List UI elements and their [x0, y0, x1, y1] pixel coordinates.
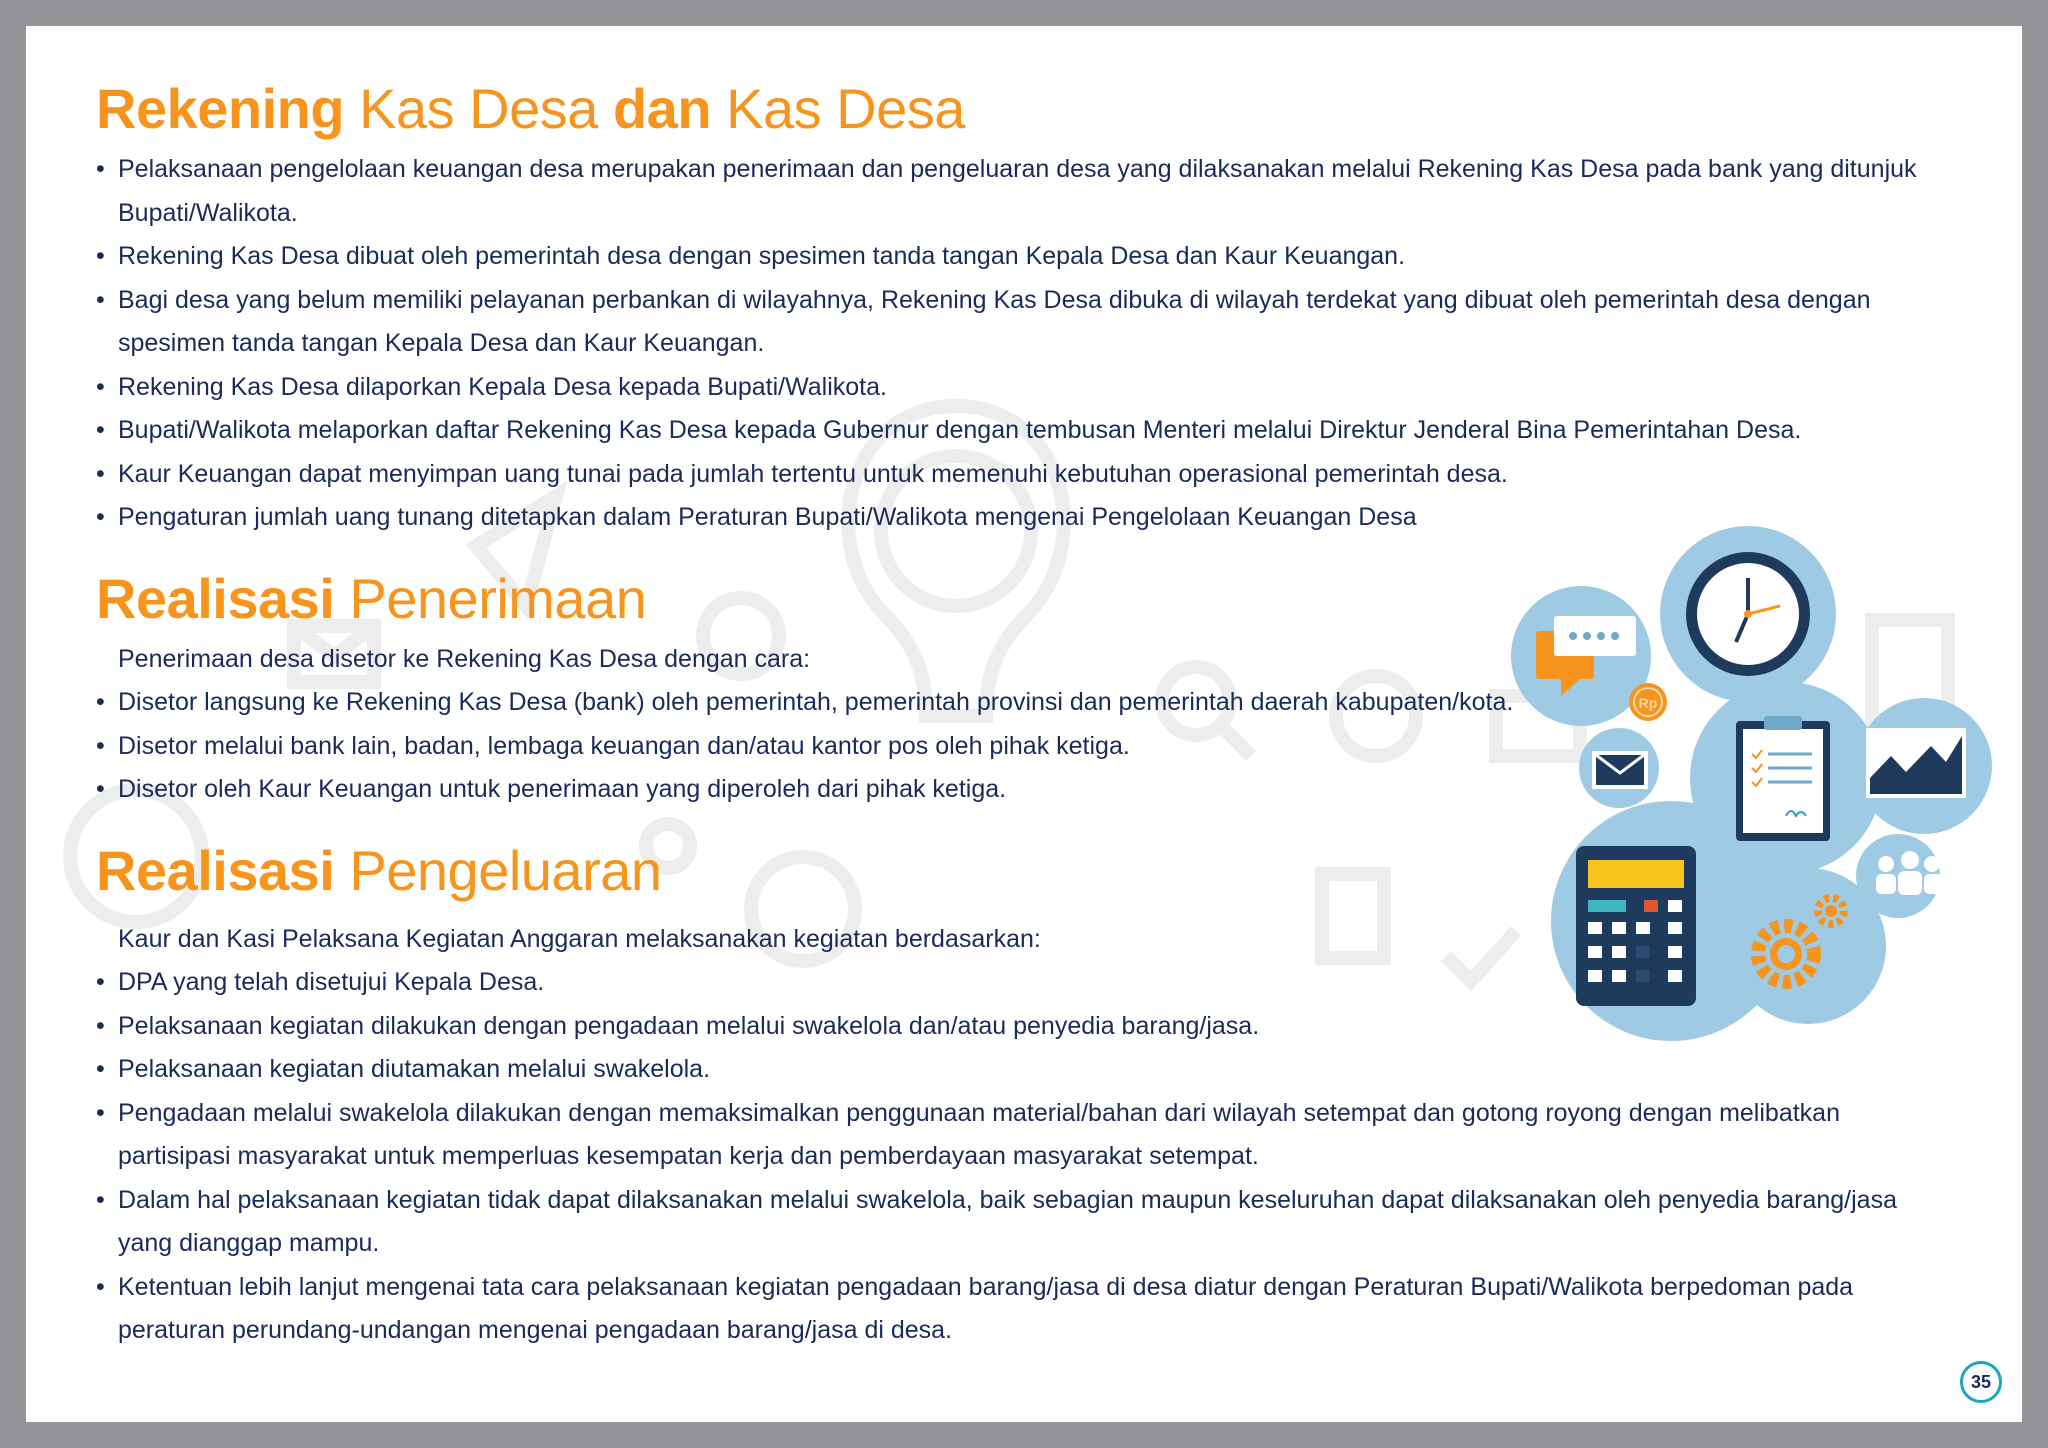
coin-label: Rp [1638, 695, 1658, 711]
heading-realisasi-penerimaan [96, 564, 1956, 634]
heading-light-word: Kas Desa [344, 77, 613, 140]
list-item: • DPA yang telah disetujui Kepala Desa. [96, 961, 1926, 1005]
list-item: • Disetor oleh Kaur Keuangan untuk penerimaan yang diperoleh dari pihak ketiga. [96, 768, 1956, 812]
page-number: 35 [1960, 1361, 2002, 1403]
list-item: • Bagi desa yang belum memiliki pelayanan perbankan di wilayahnya, Rekening Kas Desa dibuka di wilayah terdekat yang dibuat oleh pemerintah desa dengan spesimen tanda tangan Kepala Desa dan Kaur Keuangan. [96, 279, 1926, 366]
list-item: • Disetor melalui bank lain, badan, lembaga keuangan dan/atau kantor pos oleh pihak ketiga. [96, 725, 1956, 769]
document-page [26, 26, 2022, 1422]
heading-realisasi-pengeluaran [96, 836, 1956, 906]
list-item: • Ketentuan lebih lanjut mengenai tata cara pelaksanaan kegiatan pengadaan barang/jasa di desa diatur dengan Peraturan Bupati/Walikota berpedoman pada peraturan perundang-undangan mengenai pengadaan barang/jasa di desa. [96, 1266, 1926, 1353]
bullet-list-rekening [96, 148, 1926, 540]
section-realisasi-pengeluaran [96, 836, 1956, 1353]
heading-light-word: Kas Desa [711, 77, 965, 140]
list-item: • Pelaksanaan pengelolaan keuangan desa merupakan penerimaan dan pengeluaran desa yang dilaksanakan melalui Rekening Kas Desa pada bank yang ditunjuk Bupati/Walikota. [96, 148, 1926, 235]
bullet-list-penerimaan [96, 681, 1956, 812]
list-item: • Pelaksanaan kegiatan dilakukan dengan pengadaan melalui swakelola dan/atau penyedia barang/jasa. [96, 1005, 1926, 1049]
main-content [96, 74, 1956, 1353]
heading-bold-word: dan [612, 77, 712, 140]
heading-light-word: Penerimaan [334, 566, 647, 630]
heading-bold-word: Realisasi [96, 838, 335, 902]
intro-text-penerimaan: Penerimaan desa disetor ke Rekening Kas Desa dengan cara: [118, 644, 811, 673]
heading-rekening-kas-desa [96, 74, 1956, 144]
list-item: • Bupati/Walikota melaporkan daftar Rekening Kas Desa kepada Gubernur dengan tembusan Menteri melalui Direktur Jenderal Bina Pemerintahan Desa. [96, 409, 1926, 453]
list-item: • Pengadaan melalui swakelola dilakukan dengan memaksimalkan penggunaan material/bahan dari wilayah setempat dan gotong royong dengan melibatkan partisipasi masyarakat untuk memperluas kesempatan kerja dan pemberdayaan masyarakat setempat. [96, 1092, 1926, 1179]
list-item: • Pengaturan jumlah uang tunang ditetapkan dalam Peraturan Bupati/Walikota mengenai Pengelolaan Keuangan Desa [96, 496, 1926, 540]
list-item: • Disetor langsung ke Rekening Kas Desa (bank) oleh pemerintah, pemerintah provinsi dan pemerintah daerah kabupaten/kota. [96, 681, 1956, 725]
heading-bold-word: Realisasi [96, 566, 335, 630]
section-realisasi-penerimaan [96, 564, 1956, 812]
list-item: • Rekening Kas Desa dilaporkan Kepala Desa kepada Bupati/Walikota. [96, 366, 1926, 410]
list-item: • Kaur Keuangan dapat menyimpan uang tunai pada jumlah tertentu untuk memenuhi kebutuhan operasional pemerintah desa. [96, 453, 1926, 497]
heading-light-word: Pengeluaran [334, 838, 662, 902]
list-item: • Dalam hal pelaksanaan kegiatan tidak dapat dilaksanakan melalui swakelola, baik sebagian maupun keseluruhan dapat dilaksanakan oleh penyedia barang/jasa yang dianggap mampu. [96, 1179, 1926, 1266]
list-item: • Pelaksanaan kegiatan diutamakan melalui swakelola. [96, 1048, 1926, 1092]
section-rekening-kas-desa [96, 74, 1956, 540]
bullet-list-pengeluaran [96, 961, 1926, 1353]
list-item: • Rekening Kas Desa dibuat oleh pemerintah desa dengan spesimen tanda tangan Kepala Desa dan Kaur Keuangan. [96, 235, 1926, 279]
intro-text-pengeluaran: Kaur dan Kasi Pelaksana Kegiatan Anggaran melaksanakan kegiatan berdasarkan: [118, 924, 1041, 953]
heading-bold-word: Rekening [96, 77, 345, 140]
